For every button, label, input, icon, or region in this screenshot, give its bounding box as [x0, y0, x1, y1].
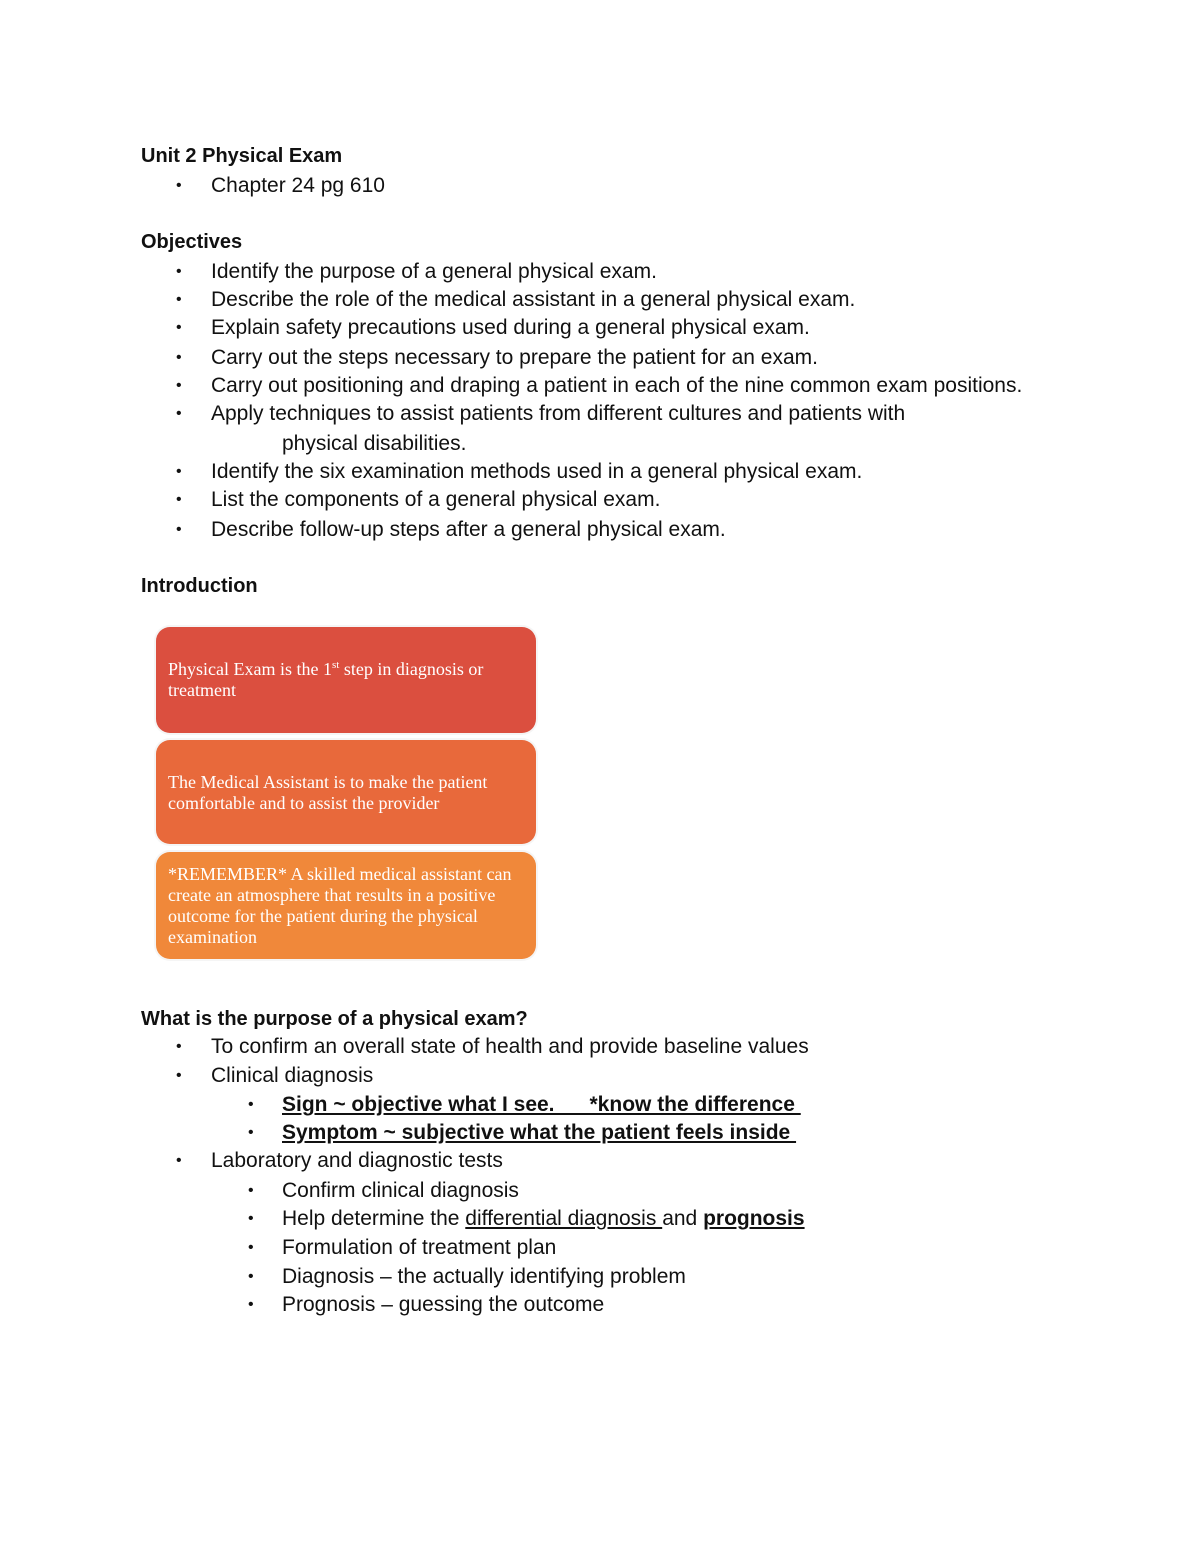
intro-box-first-step: [156, 627, 536, 733]
introduction-heading: Introduction: [141, 575, 258, 597]
lab-sub-text: Help determine the: [282, 1207, 466, 1230]
bullet: •: [248, 1268, 254, 1285]
ordinal-suffix: st: [331, 659, 340, 671]
bullet: •: [176, 349, 182, 366]
bullet: •: [248, 1239, 254, 1256]
bullet: •: [176, 521, 182, 538]
bullet: •: [176, 463, 182, 480]
objective-item: List the components of a general physical exam.: [211, 488, 661, 511]
objective-item: Describe the role of the medical assistant in a general physical exam.: [211, 288, 856, 311]
bullet: •: [176, 319, 182, 336]
objective-item-continuation: physical disabilities.: [282, 432, 467, 455]
objective-item: Carry out the steps necessary to prepare the patient for an exam.: [211, 346, 818, 369]
bullet: •: [248, 1296, 254, 1313]
bullet: •: [176, 1038, 182, 1055]
prognosis-term: prognosis: [703, 1207, 805, 1230]
symptom-definition: Symptom ~ subjective what the patient feels inside: [282, 1121, 797, 1144]
purpose-item: Clinical diagnosis: [211, 1064, 374, 1087]
objective-item: Identify the six examination methods used in a general physical exam.: [211, 460, 863, 483]
lab-sub-item: Diagnosis – the actually identifying problem: [282, 1265, 686, 1288]
sign-definition: Sign ~ objective what I see. *know the difference: [282, 1093, 801, 1116]
objective-item: Identify the purpose of a general physical exam.: [211, 260, 657, 283]
objective-item: Apply techniques to assist patients from different cultures and patients with: [211, 402, 906, 425]
differential-diagnosis-term: differential diagnosis: [465, 1207, 663, 1230]
purpose-item: Laboratory and diagnostic tests: [211, 1149, 503, 1172]
lab-sub-item: [282, 1207, 805, 1231]
bullet: •: [176, 1152, 182, 1169]
lab-sub-text: and: [662, 1207, 704, 1230]
intro-box-text: The Medical Assistant is to make the patient comfortable and to assist the provider: [168, 772, 488, 813]
purpose-heading: What is the purpose of a physical exam?: [141, 1008, 528, 1030]
intro-box-text: step in diagnosis or treatment: [168, 659, 484, 700]
intro-box-text: *REMEMBER* A skilled medical assistant can create an atmosphere that results in a positive outcome for the patient during the physical examination: [168, 864, 512, 947]
bullet: •: [176, 177, 182, 194]
objective-item: Describe follow-up steps after a general physical exam.: [211, 518, 726, 541]
objective-item: Explain safety precautions used during a general physical exam.: [211, 316, 810, 339]
bullet: •: [176, 1067, 182, 1084]
lab-sub-item: Confirm clinical diagnosis: [282, 1179, 519, 1202]
lab-sub-item: Formulation of treatment plan: [282, 1236, 557, 1259]
bullet: •: [176, 491, 182, 508]
objectives-heading: Objectives: [141, 231, 243, 253]
bullet: •: [248, 1124, 254, 1141]
bullet: •: [176, 377, 182, 394]
bullet: •: [176, 263, 182, 280]
bullet: •: [176, 405, 182, 422]
intro-box-medical-assistant: [156, 740, 536, 844]
bullet: •: [248, 1096, 254, 1113]
chapter-reference: Chapter 24 pg 610: [211, 174, 385, 197]
intro-box-text: Physical Exam is the 1: [168, 659, 332, 679]
page-title: Unit 2 Physical Exam: [141, 145, 343, 167]
bullet: •: [248, 1210, 254, 1227]
bullet: •: [176, 291, 182, 308]
bullet: •: [248, 1182, 254, 1199]
purpose-item: To confirm an overall state of health and provide baseline values: [211, 1035, 809, 1058]
intro-box-remember: [156, 852, 536, 959]
lab-sub-item: Prognosis – guessing the outcome: [282, 1293, 605, 1316]
objective-item: Carry out positioning and draping a patient in each of the nine common exam positions.: [211, 374, 1023, 397]
